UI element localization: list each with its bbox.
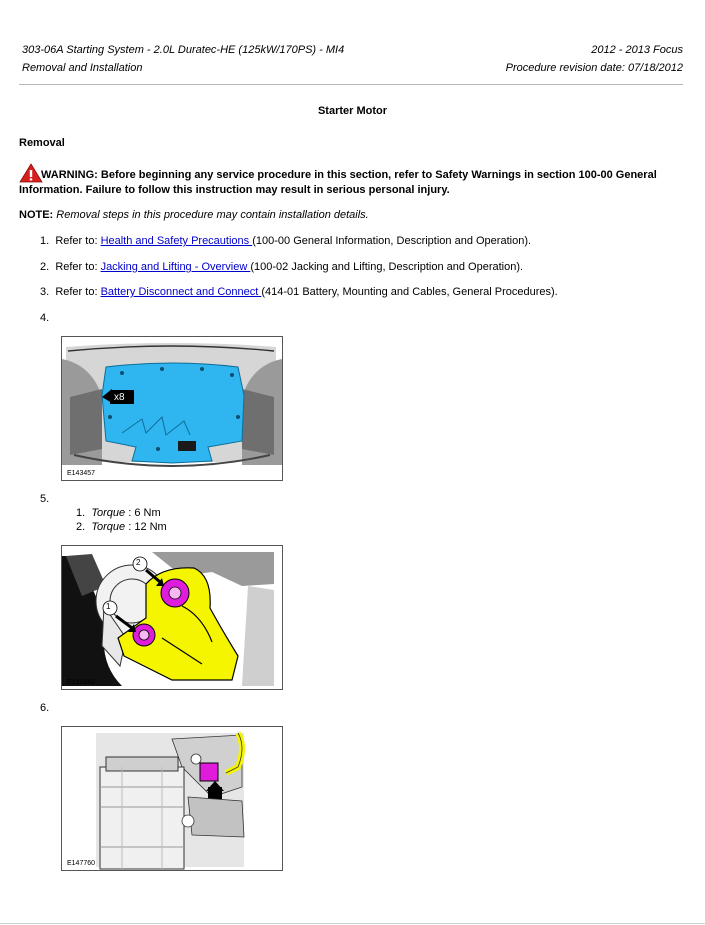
step-3 (40, 286, 558, 298)
note-label: NOTE: (19, 209, 54, 221)
sub-step-number: 2. (76, 521, 86, 533)
torque-value: : 12 Nm (125, 521, 167, 533)
warning-text-2: Information. Failure to follow this instruction may result in serious personal injury. (19, 184, 450, 196)
torque-item-1 (76, 507, 161, 519)
step-prefix: Refer to: (55, 235, 101, 247)
undertray-illustration (62, 337, 282, 480)
footer-divider (0, 923, 705, 924)
figure-code: E147760 (67, 860, 96, 867)
figure-starter-bolts (61, 545, 283, 690)
model-years: 2012 - 2013 Focus (591, 44, 683, 56)
torque-label: Torque (91, 507, 126, 519)
figure-code: E143457 (67, 470, 96, 477)
step-4-number: 4. (40, 312, 50, 324)
step-number: 3. (40, 286, 50, 298)
header-divider (19, 84, 683, 85)
step-6-number: 6. (40, 702, 50, 714)
figure-undertray (61, 336, 283, 481)
step-prefix: Refer to: (55, 261, 101, 273)
step-suffix: (414-01 Battery, Mounting and Cables, General Procedures). (261, 286, 558, 298)
manual-system-title: 303-06A Starting System - 2.0L Duratec-HE (125kW/170PS) - MI4 (22, 44, 345, 56)
note (19, 209, 369, 221)
figure-starter-connector (61, 726, 283, 871)
step-2 (40, 261, 523, 273)
link-health-and-safety[interactable]: Health and Safety Precautions (100, 235, 253, 247)
torque-label: Torque (91, 521, 126, 533)
figure-code: E151842 (67, 679, 96, 686)
step-5-number: 5. (40, 493, 50, 505)
manual-section: Removal and Installation (22, 62, 143, 74)
note-text: Removal steps in this procedure may contain installation details. (53, 209, 369, 221)
step-1 (40, 235, 531, 247)
warning-label: WARNING: (41, 169, 98, 181)
starter-bolts-illustration (62, 546, 282, 689)
revision-date: Procedure revision date: 07/18/2012 (505, 62, 683, 74)
section-heading: Removal (19, 137, 65, 149)
starter-connector-illustration (62, 727, 282, 870)
link-jacking-and-lifting[interactable]: Jacking and Lifting - Overview (100, 261, 251, 273)
torque-item-2 (76, 521, 167, 533)
sub-step-number: 1. (76, 507, 86, 519)
page-title: Starter Motor (317, 105, 388, 117)
step-number: 2. (40, 261, 50, 273)
warning-text-1: Before beginning any service procedure in this section, refer to Safety Warnings in section 100-00 General (97, 169, 657, 181)
step-suffix: (100-00 General Information, Description and Operation). (252, 235, 532, 247)
link-battery-disconnect[interactable]: Battery Disconnect and Connect (100, 286, 262, 298)
callout-2: 2 (136, 558, 141, 567)
callout-1: 1 (106, 602, 111, 611)
callout-x8: x8 (114, 392, 125, 403)
step-prefix: Refer to: (55, 286, 101, 298)
torque-value: : 6 Nm (125, 507, 161, 519)
step-number: 1. (40, 235, 50, 247)
warning-line-1 (41, 169, 657, 181)
step-suffix: (100-02 Jacking and Lifting, Description and Operation). (250, 261, 524, 273)
